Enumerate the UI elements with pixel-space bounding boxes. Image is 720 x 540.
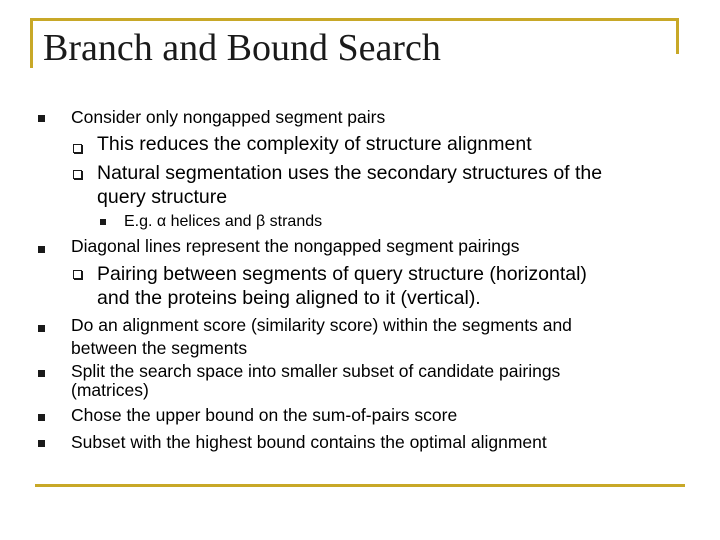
bullet-text-cont: between the segments [71, 338, 248, 358]
title-frame-left [30, 18, 33, 68]
sub-bullet-text-cont: and the proteins being aligned to it (vertical). [97, 287, 481, 309]
title-frame-right [676, 18, 679, 54]
sub-bullet-text: This reduces the complexity of structure alignment [97, 133, 532, 155]
sub-sub-bullet-square-icon [100, 219, 106, 225]
bullet-square-icon [38, 440, 45, 447]
bullet-text-cont: (matrices) [71, 380, 149, 400]
bullet-text: Diagonal lines represent the nongapped segment pairings [71, 236, 520, 256]
bullet-text: Chose the upper bound on the sum-of-pairs score [71, 405, 458, 425]
bullet-square-icon [38, 370, 45, 377]
sub-bullet-box-icon [73, 270, 82, 279]
bullet-text: Do an alignment score (similarity score) within the segments and [71, 315, 572, 335]
sub-bullet-text: Natural segmentation uses the secondary structures of the [97, 162, 603, 184]
bullet-square-icon [38, 115, 45, 122]
bullet-square-icon [38, 325, 45, 332]
sub-bullet-box-icon [73, 144, 82, 153]
bullet-text: Consider only nongapped segment pairs [71, 107, 386, 127]
bullet-text: Subset with the highest bound contains the optimal alignment [71, 432, 547, 452]
sub-bullet-box-icon [73, 170, 82, 179]
sub-bullet-text: Pairing between segments of query structure (horizontal) [97, 263, 587, 285]
title-frame-top [30, 18, 678, 21]
bullet-square-icon [38, 414, 45, 421]
sub-bullet-text-cont: query structure [97, 186, 228, 208]
slide-title: Branch and Bound Search [43, 27, 441, 69]
sub-sub-bullet-text: E.g. α helices and β strands [124, 213, 323, 230]
bottom-divider [35, 484, 685, 487]
bullet-text: Split the search space into smaller subset of candidate pairings [71, 361, 561, 381]
bullet-square-icon [38, 246, 45, 253]
